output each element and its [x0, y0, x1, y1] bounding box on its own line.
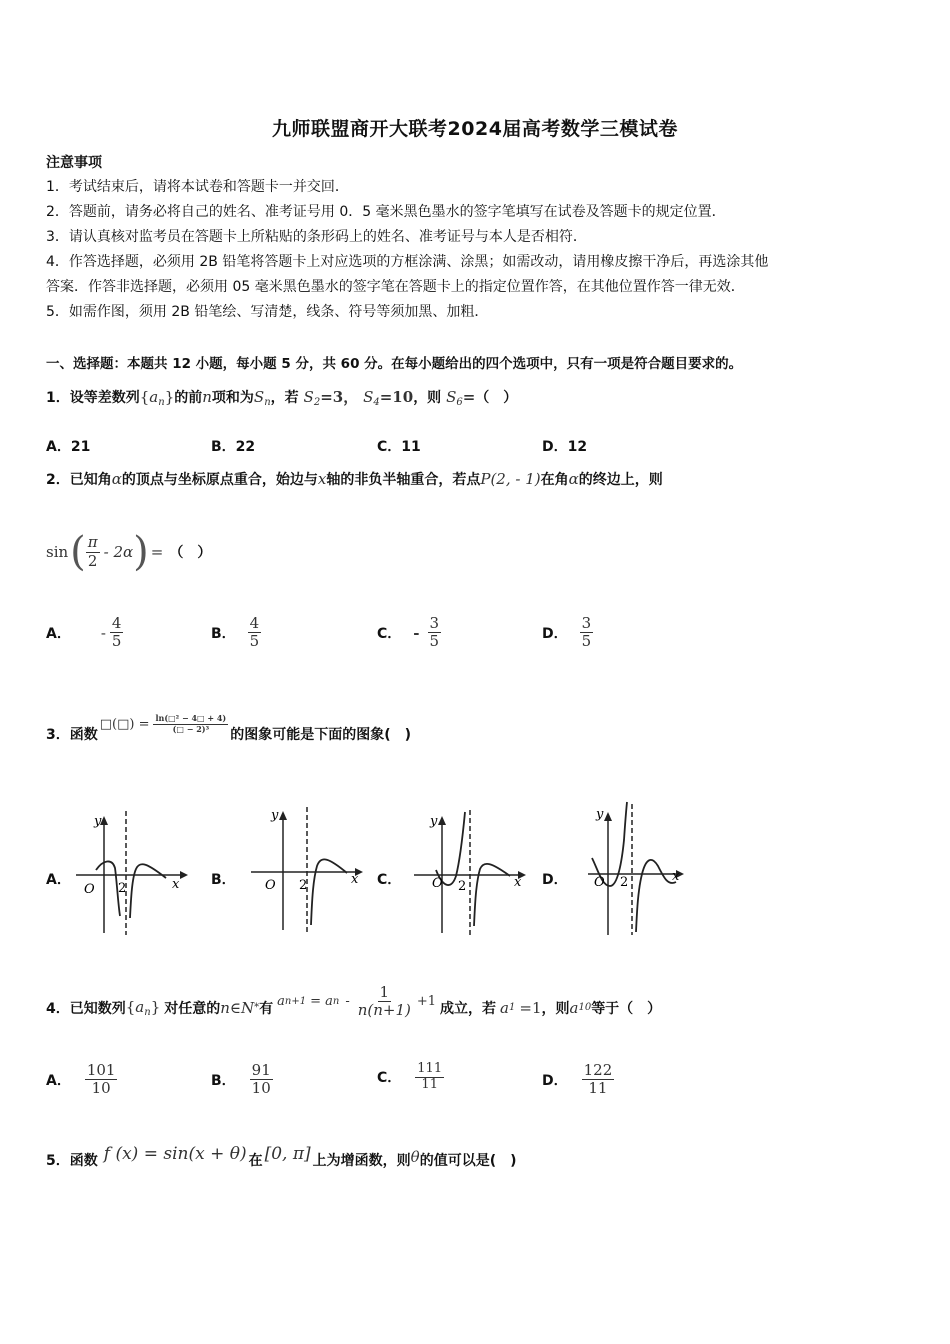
question-3: 3．函数 □(□) = $\frac{\text{ln(□² − 4□ + 4)}}{\text{(□ − 2)³}}$ 的图象可能是下面的图象( ): [46, 713, 412, 743]
q3-graph-a: [68, 808, 193, 938]
svg-text:y: y: [94, 814, 102, 829]
q3-option-d-label: D．: [542, 872, 568, 888]
q2-option-c: C． - $\frac{3}{5}$: [377, 614, 440, 651]
q4-option-a: A． $\frac{101}{10}$: [46, 1061, 116, 1098]
question-2: 2．已知角α的顶点与坐标原点重合，始边与x轴的非负半轴重合，若点P(2, - 1)在角α的终边上，则: [46, 470, 663, 488]
svg-text:x: x: [672, 869, 680, 884]
svg-text:y: y: [430, 814, 438, 829]
svg-text:y: y: [271, 808, 279, 823]
q4-option-b: B． $\frac{91}{10}$: [211, 1061, 271, 1098]
svg-text:2: 2: [620, 875, 629, 890]
svg-text:x: x: [172, 877, 180, 892]
question-5: 5．函数 f (x) = sin(x + θ) 在 [0, π] 上为增函数，则 θ 的值可以是( ): [46, 1144, 517, 1169]
svg-text:x: x: [351, 872, 359, 887]
svg-text:2: 2: [458, 879, 467, 894]
q2-option-a: A． - $\frac{4}{5}$: [46, 614, 122, 651]
notice-item: 4．作答选择题，必须用 2B 铅笔将答题卡上对应选项的方框涂满、涂黑；如需改动，请用橡皮擦干净后，再选涂其他: [46, 254, 769, 270]
notice-item: 3．请认真核对监考员在答题卡上所粘贴的条形码上的姓名、准考证号与本人是否相符．: [46, 229, 587, 245]
q1-option-c: C．11: [377, 439, 421, 455]
q3-graph-d: [580, 800, 705, 940]
q3-option-c-label: C．: [377, 872, 402, 888]
question-4: 4．已知数列 $\{a_n\}$ 对任意的 n∈N * 有 a n+1 = a n - $\frac{1}{n(n+1)}$ +1 成立，若 a 1 =1 ，则 a 10 等于（ ）: [46, 983, 662, 1020]
svg-text:O: O: [84, 882, 95, 897]
section-heading: 一、选择题：本题共 12 小题，每小题 5 分，共 60 分。在每小题给出的四个选项中，只有一项是符合题目要求的。: [46, 356, 743, 372]
q4-option-c: C． $\frac{111}{11}$: [377, 1061, 443, 1092]
question-1: 1．设等差数列$\{a_n\}$的前n项和为$S_n$，若 $S_2=3$， $S_4=10$，则 $S_6=$（ ）: [46, 388, 518, 408]
svg-text:O: O: [594, 875, 605, 890]
q2-expression: sin ( $\frac{\pi}{2}$ - 2α ) = （ ）: [46, 529, 212, 575]
notice-heading: 注意事项: [46, 155, 102, 171]
notice-item: 5．如需作图，须用 2B 铅笔绘、写清楚，线条、符号等须加黑、加粗．: [46, 304, 489, 320]
svg-text:O: O: [432, 876, 443, 891]
q2-option-b: B． $\frac{4}{5}$: [211, 614, 260, 651]
q4-option-d: D． $\frac{122}{11}$: [542, 1061, 613, 1098]
q3-option-a-label: A．: [46, 872, 71, 888]
q1-option-a: A．21: [46, 439, 91, 455]
q3-graph-b: [247, 805, 372, 935]
q3-option-b-label: B．: [211, 872, 236, 888]
page-title: 九师联盟商开大联考2024届高考数学三模试卷: [272, 118, 678, 140]
q3-graph-c: [410, 808, 535, 938]
q2-option-d: D． $\frac{3}{5}$: [542, 614, 592, 651]
notice-item: 2．答题前，请务必将自己的姓名、准考证号用 0．5 毫米黑色墨水的签字笔填写在试卷及答题卡的规定位置．: [46, 204, 726, 220]
notice-item: 1．考试结束后，请将本试卷和答题卡一并交回．: [46, 179, 349, 195]
q1-option-d: D．12: [542, 439, 588, 455]
svg-text:2: 2: [118, 881, 127, 896]
svg-text:y: y: [596, 807, 604, 822]
svg-text:O: O: [265, 878, 276, 893]
svg-text:x: x: [514, 875, 522, 890]
svg-text:2: 2: [299, 878, 308, 893]
notice-item: 答案．作答非选择题，必须用 05 毫米黑色墨水的签字笔在答题卡上的指定位置作答，在其他位置作答一律无效．: [46, 279, 745, 295]
q1-option-b: B．22: [211, 439, 256, 455]
